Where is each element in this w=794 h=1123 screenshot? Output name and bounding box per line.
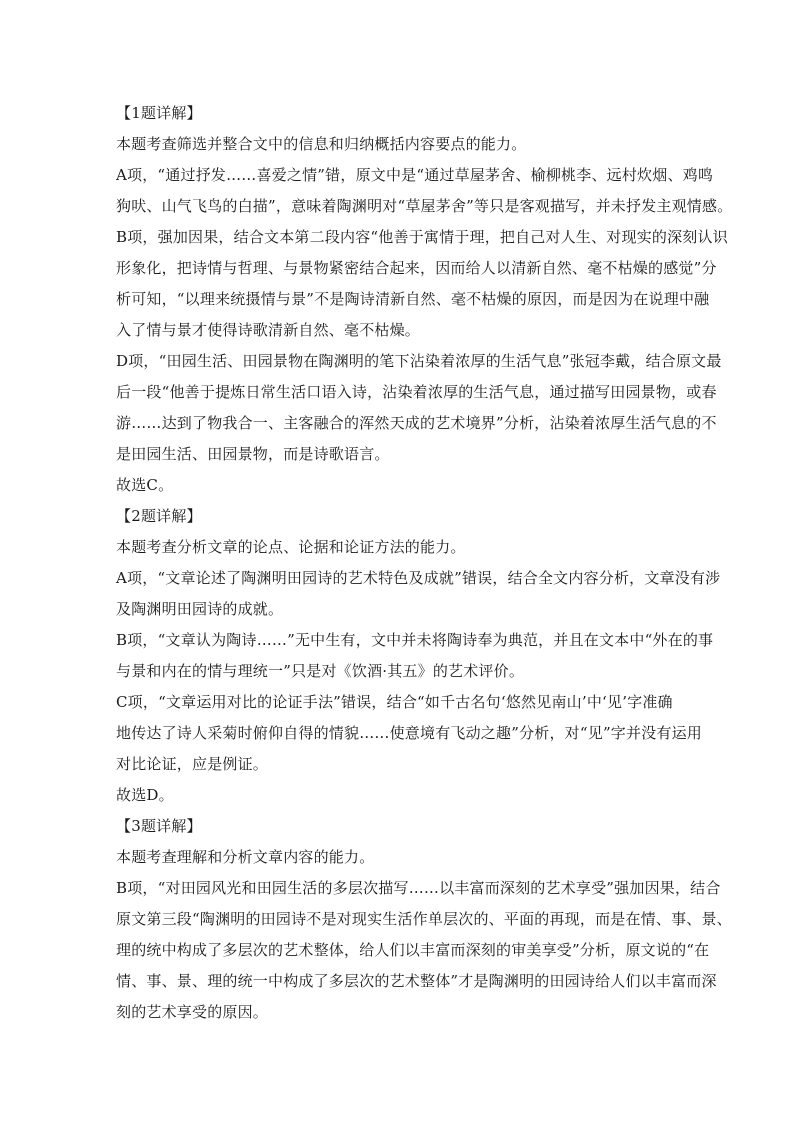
answer-line: 故选C。 xyxy=(116,476,174,494)
paragraph-line: 及陶渊明田园诗的成就。 xyxy=(116,600,284,618)
paragraph-line: 情、事、景、理的统一中构成了多层次的艺术整体”才是陶渊明的田园诗给人们以丰富而深 xyxy=(116,972,717,990)
paragraph-line: B项，强加因果，结合文本第二段内容“他善于寓情于理，把自己对人生、对现实的深刻认识 xyxy=(116,228,728,246)
paragraph-line: 对比论证，应是例证。 xyxy=(116,755,269,773)
paragraph-line: 刻的艺术享受的原因。 xyxy=(116,1003,269,1021)
paragraph-line: 本题考查筛选并整合文中的信息和归纳概括内容要点的能力。 xyxy=(116,135,527,153)
paragraph-line: 游……达到了物我合一、主客融合的浑然天成的艺术境界”分析，沾染着浓厚生活气息的不 xyxy=(116,414,717,432)
paragraph-line: 是田园生活、田园景物，而是诗歌语言。 xyxy=(116,445,390,463)
paragraph-line: 与景和内在的情与理统一”只是对《饮酒·其五》的艺术评价。 xyxy=(116,662,525,680)
paragraph-line: 狗吠、山气飞鸟的白描”，意味着陶渊明对“草屋茅舍”等只是客观描写，并未抒发主观情感。 xyxy=(116,197,733,215)
paragraph-line: 入了情与景才使得诗歌清新自然、毫不枯燥。 xyxy=(116,321,421,339)
paragraph-line: 本题考查分析文章的论点、论据和论证方法的能力。 xyxy=(116,538,466,556)
answer-line: 故选D。 xyxy=(116,786,174,804)
paragraph-line: 后一段“他善于提炼日常生活口语入诗，沾染着浓厚的生活气息，通过描写田园景物，或春 xyxy=(116,383,717,401)
section-heading-1: 【1题详解】 xyxy=(116,104,202,122)
section-heading-2: 【2题详解】 xyxy=(116,507,202,525)
paragraph-line: 理的统中构成了多层次的艺术整体，给人们以丰富而深刻的审美享受”分析，原文说的“在 xyxy=(116,941,710,959)
paragraph-line: 析可知，“以理来统摄情与景”不是陶诗清新自然、毫不枯燥的原因，而是因为在说理中融 xyxy=(116,290,710,308)
paragraph-line: C项，“文章运用对比的论证手法”错误，结合“如千古名句‘悠然见南山’中‘见’字准确 xyxy=(116,693,673,711)
paragraph-line: 本题考查理解和分析文章内容的能力。 xyxy=(116,848,375,866)
section-heading-3: 【3题详解】 xyxy=(116,817,202,835)
paragraph-line: D项，“田园生活、田园景物在陶渊明的笔下沾染着浓厚的生活气息”张冠李戴，结合原文最 xyxy=(116,352,722,370)
paragraph-line: B项，“文章认为陶诗……”无中生有，文中并未将陶诗奉为典范，并且在文本中“外在的事 xyxy=(116,631,714,649)
paragraph-line: A项，“通过抒发……喜爱之情”错，原文中是“通过草屋茅舍、榆柳桃李、远村炊烟、鸡鸣 xyxy=(116,166,714,184)
paragraph-line: 原文第三段“陶渊明的田园诗不是对现实生活作单层次的、平面的再现，而是在情、事、景、 xyxy=(116,910,732,928)
paragraph-line: 形象化，把诗情与哲理、与景物紧密结合起来，因而给人以清新自然、毫不枯燥的感觉”分 xyxy=(116,259,717,277)
paragraph-line: 地传达了诗人采菊时俯仰自得的情貌……使意境有飞动之趣”分析，对“见”字并没有运用 xyxy=(116,724,703,742)
paragraph-line: B项，“对田园风光和田园生活的多层次描写……以丰富而深刻的艺术享受”强加因果，结合 xyxy=(116,879,721,897)
paragraph-line: A项，“文章论述了陶渊明田园诗的艺术特色及成就”错误，结合全文内容分析，文章没有涉 xyxy=(116,569,721,587)
document-body xyxy=(116,98,733,1028)
